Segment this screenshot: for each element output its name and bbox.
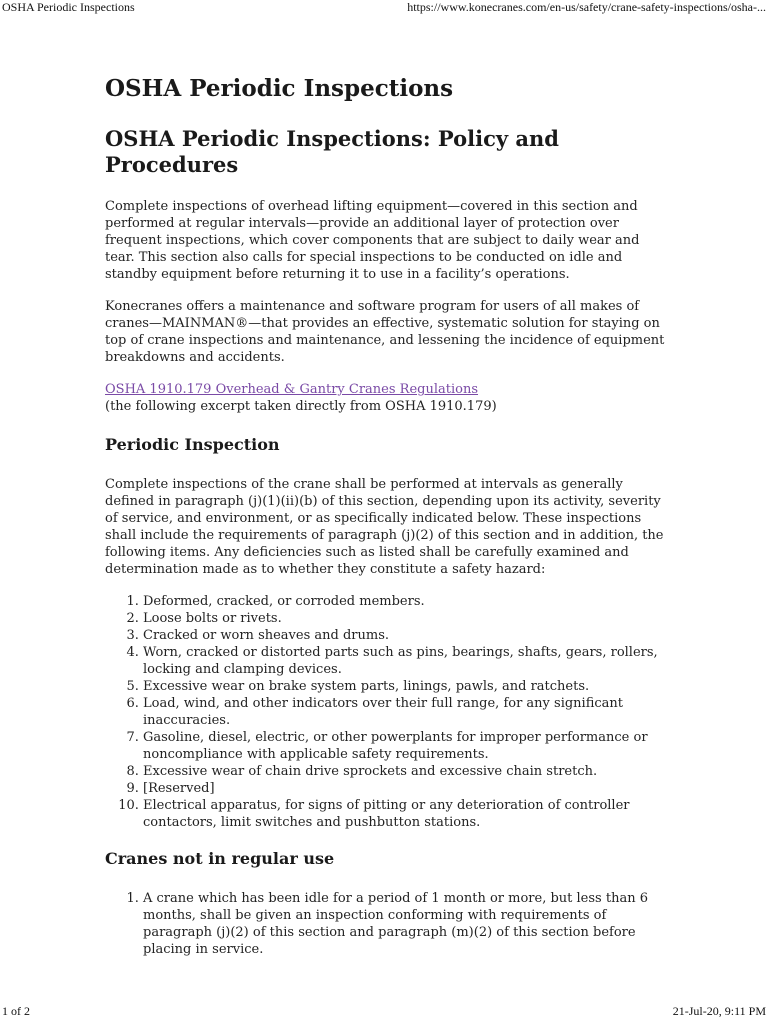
print-datetime: 21-Jul-20, 9:11 PM [672, 1004, 766, 1018]
intro-paragraph-2: Konecranes offers a maintenance and software program for users of all makes of cranes—MAINMAN®—that provides an effective, systematic solution for staying on top of crane inspections and maintenance, and lessening the incidence of equipment breakdowns and accidents. [105, 299, 665, 366]
regulation-reference [105, 381, 665, 415]
osha-regulation-link[interactable]: OSHA 1910.179 Overhead & Gantry Cranes Regulations [105, 382, 479, 398]
list-item: 1. Deformed, cracked, or corroded members. [143, 593, 665, 610]
idle-cranes-list [105, 890, 665, 958]
article-subtitle: OSHA Periodic Inspections: Policy and Procedures [105, 125, 559, 178]
print-header-title: OSHA Periodic Inspections [2, 0, 135, 14]
list-item: 10. Electrical apparatus, for signs of pitting or any deterioration of controller contactors, limit switches and pushbutton stations. [143, 797, 665, 831]
excerpt-note: (the following excerpt taken directly from OSHA 1910.179) [105, 399, 497, 415]
idle-cranes-heading: Cranes not in regular use [105, 849, 335, 869]
list-item: 9. [Reserved] [143, 780, 665, 797]
page-number: 1 of 2 [2, 1004, 30, 1018]
print-header-url: https://www.konecranes.com/en-us/safety/crane-safety-inspections/osha-... [407, 0, 766, 14]
list-item: 8. Excessive wear of chain drive sprockets and excessive chain stretch. [143, 763, 665, 780]
page-title: OSHA Periodic Inspections [105, 75, 454, 102]
intro-paragraph-1: Complete inspections of overhead lifting equipment—covered in this section and performed at regular intervals—provide an additional layer of protection over frequent inspections, which cover components that are subject to daily wear and tear. This section also calls for special inspections to be conducted on idle and standby equipment before returning it to use in a facility’s operations. [105, 199, 640, 283]
article [105, 74, 665, 976]
list-item: 1. A crane which has been idle for a period of 1 month or more, but less than 6 months, shall be given an inspection conforming with requirements of paragraph (j)(2) of this section and paragraph (m)(2) of this section before placing in service. [143, 890, 665, 958]
print-header [0, 0, 768, 16]
list-item: 4. Worn, cracked or distorted parts such as pins, bearings, shafts, gears, rollers, locking and clamping devices. [143, 644, 665, 678]
list-item: 3. Cracked or worn sheaves and drums. [143, 627, 665, 644]
list-item: 2. Loose bolts or rivets. [143, 610, 665, 627]
list-item: 6. Load, wind, and other indicators over their full range, for any significant inaccuracies. [143, 695, 665, 729]
list-item: 5. Excessive wear on brake system parts, linings, pawls, and ratchets. [143, 678, 665, 695]
periodic-inspection-paragraph: Complete inspections of the crane shall be performed at intervals as generally defined in paragraph (j)(1)(ii)(b) of this section, depending upon its activity, severity of service, and environment, or as specifically indicated below. These inspections shall include the requirements of paragraph (j)(2) of this section and in addition, the following items. Any deficiencies such as listed shall be carefully examined and determination made as to whether they constitute a safety hazard: [105, 477, 664, 578]
list-item: 7. Gasoline, diesel, electric, or other powerplants for improper performance or noncompliance with applicable safety requirements. [143, 729, 665, 763]
print-footer [0, 1004, 768, 1020]
periodic-inspection-heading: Periodic Inspection [105, 435, 280, 455]
periodic-inspection-list [105, 593, 665, 831]
